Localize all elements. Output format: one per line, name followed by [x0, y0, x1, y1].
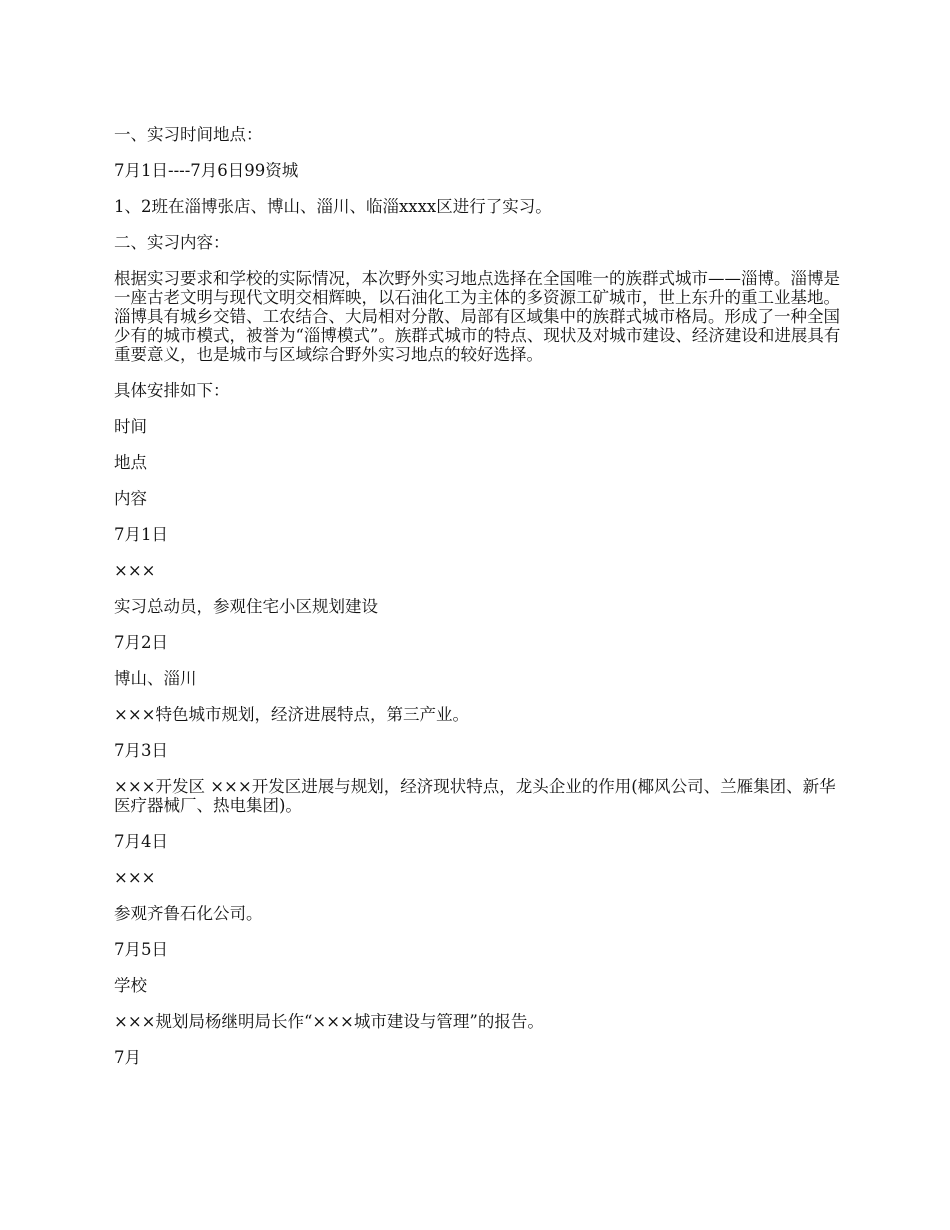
schedule-day4-place: ×××	[114, 868, 156, 887]
section-heading-time-place: 一、实习时间地点：	[114, 125, 263, 144]
schedule-day2-date: 7月2日	[114, 633, 168, 652]
schedule-day3-date: 7月3日	[114, 741, 168, 760]
schedule-day5-date: 7月5日	[114, 940, 168, 959]
schedule-header-time: 时间	[114, 417, 147, 436]
paragraph-schedule-intro: 具体安排如下：	[114, 381, 230, 400]
section-heading-content: 二、实习内容：	[114, 233, 230, 252]
schedule-day5-content: ×××规划局杨继明局长作“×××城市建设与管理”的报告。	[114, 1012, 544, 1031]
schedule-day1-date: 7月1日	[114, 525, 168, 544]
schedule-day4-date: 7月4日	[114, 832, 168, 851]
schedule-day1-content: 实习总动员，参观住宅小区规划建设	[114, 597, 378, 616]
schedule-day6-date: 7月	[114, 1048, 141, 1067]
document-body	[114, 125, 842, 1084]
schedule-day3-content: ×××开发区 ×××开发区进展与规划，经济现状特点，龙头企业的作用(椰风公司、兰雁集团、新华医疗器械厂、热电集团)。	[114, 777, 836, 815]
schedule-header-place: 地点	[114, 453, 147, 472]
schedule-day5-place: 学校	[114, 976, 147, 995]
paragraph-intro: 根据实习要求和学校的实际情况，本次野外实习地点选择在全国唯一的族群式城市——淄博。淄博是一座古老文明与现代文明交相辉映，以石油化工为主体的多资源工矿城市，世上东升的重工业基地。淄博具有城乡交错、工农结合、大局相对分散、局部有区域集中的族群式城市格局。形成了一种全国少有的城市模式，被誉为“淄博模式”。族群式城市的特点、现状及对城市建设、经济建设和进展具有重要意义，也是城市与区域综合野外实习地点的较好选择。	[114, 269, 841, 364]
schedule-header-content: 内容	[114, 489, 147, 508]
schedule-day4-content: 参观齐鲁石化公司。	[114, 904, 263, 923]
schedule-day1-place: ×××	[114, 561, 156, 580]
paragraph-dates: 7月1日----7月6日99资城	[114, 161, 299, 180]
schedule-day2-content: ×××特色城市规划，经济进展特点，第三产业。	[114, 705, 469, 724]
schedule-day2-place: 博山、淄川	[114, 669, 197, 688]
paragraph-locations: 1、2班在淄博张店、博山、淄川、临淄xxxx区进行了实习。	[114, 197, 552, 216]
